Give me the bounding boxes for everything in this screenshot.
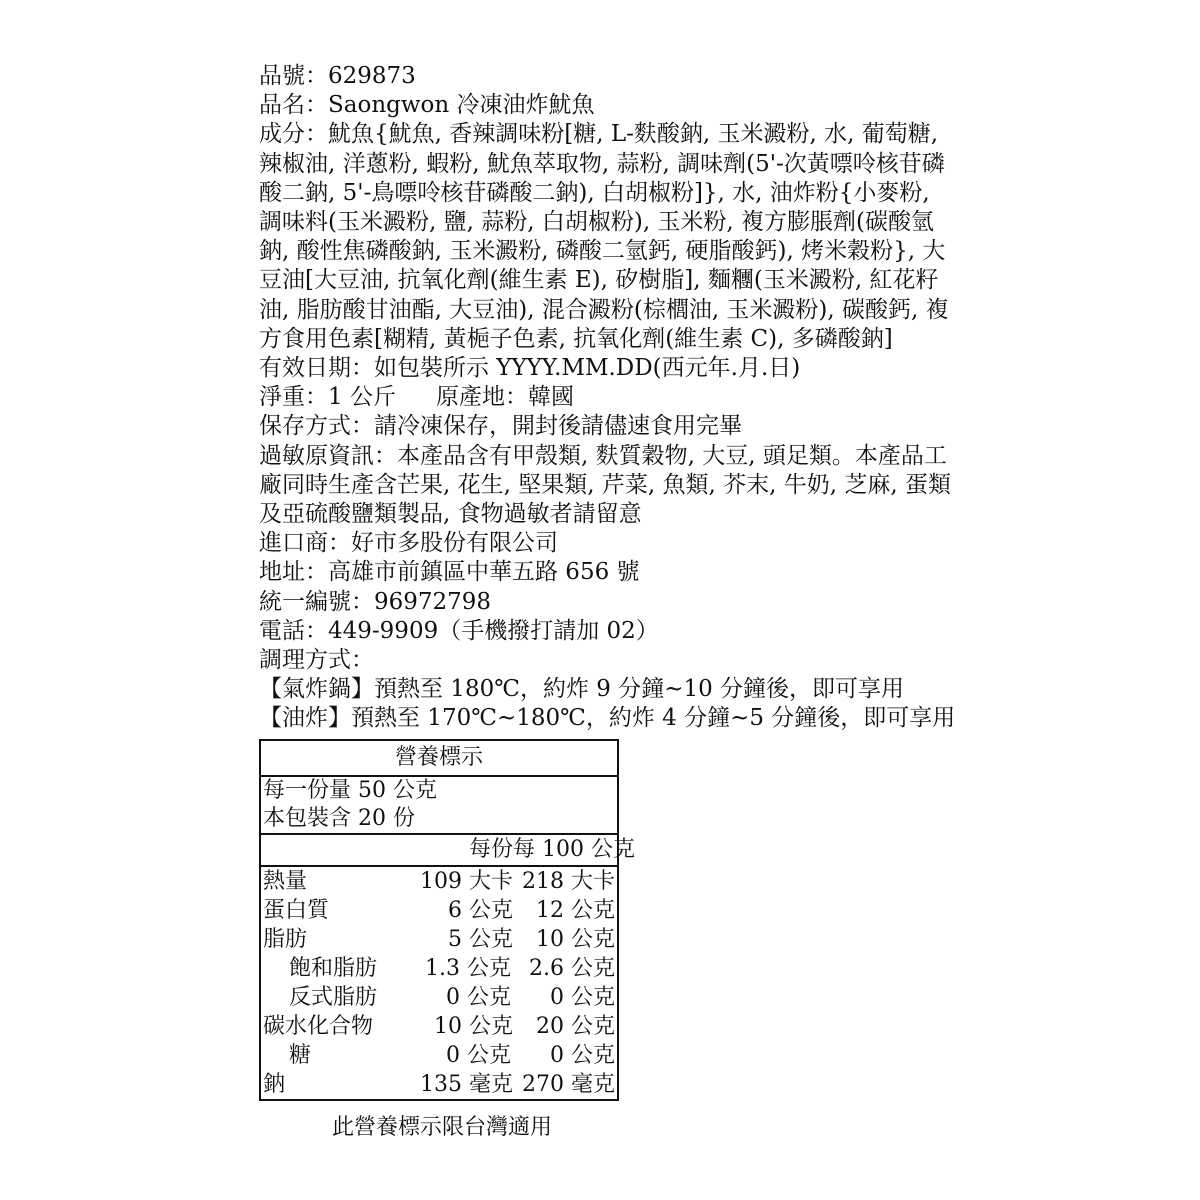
serving-size: 每一份量 50 公克	[263, 778, 437, 803]
nutrition-facts-table	[259, 739, 635, 1101]
nutrient-name: 鈉	[263, 1072, 286, 1097]
item-number: 品號：629873	[259, 63, 416, 89]
nutrition-row-carbohydrate	[261, 1012, 617, 1041]
value-per-serving: 0 公克	[446, 1043, 511, 1068]
nutrition-row-protein	[261, 896, 617, 925]
nutrition-row-sugar	[261, 1041, 617, 1070]
header-per-100g: 每 100 公克	[513, 837, 635, 862]
value-per-serving: 109 大卡	[420, 869, 513, 894]
product-label-text	[259, 62, 959, 734]
nutrition-row-trans-fat	[261, 983, 617, 1012]
weight-origin-line	[259, 383, 959, 412]
value-per-100g: 20 公克	[536, 1014, 615, 1039]
nutrient-name: 反式脂肪	[289, 985, 378, 1010]
value-per-100g: 2.6 公克	[529, 956, 615, 981]
nutrition-row-sodium	[261, 1070, 617, 1099]
header-blank	[261, 835, 413, 865]
value-per-serving: 10 公克	[434, 1014, 513, 1039]
servings-per-package: 本包裝含 20 份	[261, 805, 617, 835]
value-per-100g: 12 公克	[536, 898, 615, 923]
nutrient-name: 脂肪	[263, 927, 308, 952]
value-per-100g: 270 毫克	[522, 1072, 615, 1097]
allergen-info: 過敏原資訊：本產品含有甲殼類, 麩質穀物, 大豆, 頭足類。本產品工廠同時生產含芒果, 花生, 堅果類, 芹菜, 魚類, 芥末, 牛奶, 芝麻, 蛋類及亞硫酸鹽類製品, 食物過敏者請留意	[259, 442, 951, 528]
address: 地址：高雄市前鎮區中華五路 656 號	[259, 559, 640, 586]
header-per-serving: 每份	[468, 837, 513, 862]
cooking-oil-fry: 【油炸】預熱至 170℃~180℃，約炸 4 分鐘~5 分鐘後，即可享用	[259, 705, 956, 732]
value-per-100g: 10 公克	[536, 927, 615, 952]
value-per-100g: 0 公克	[550, 1043, 615, 1068]
value-per-serving: 0 公克	[446, 985, 511, 1010]
nutrition-title: 營養標示	[261, 741, 617, 777]
value-per-serving: 135 毫克	[420, 1072, 513, 1097]
cooking-air-fryer: 【氣炸鍋】預熱至 180℃，約炸 9 分鐘~10 分鐘後，即可享用	[259, 676, 905, 703]
nutrition-row-saturated-fat	[261, 954, 617, 983]
ingredients: 成分：魷魚{魷魚, 香辣調味粉[糖, L-麩酸鈉, 玉米澱粉, 水, 葡萄糖, 辣椒油, 洋蔥粉, 蝦粉, 魷魚萃取物, 蒜粉, 調味劑(5'-次黃嘌呤核苷磷酸二鈉, 5'-鳥嘌呤核苷磷酸二鈉), 白胡椒粉]}, 水, 油炸粉{小麥粉, 調味料(玉米澱粉, 鹽, 蒜粉, 白胡椒粉), 玉米粉, 複方膨脹劑(碳酸氫鈉, 酸性焦磷酸鈉, 玉米澱粉, 磷酸二氫鈣, 硬脂酸鈣), 烤米穀粉}, 大豆油[大豆油, 抗氧化劑(維生素 E), 矽樹脂], 麵糰(玉米澱粉, 紅花籽油, 脂肪酸甘油酯, 大豆油), 混合澱粉(棕櫚油, 玉米澱粉), 碳酸鈣, 複方食用色素[糊精, 黃梔子色素, 抗氧化劑(維生素 C), 多磷酸鈉]	[259, 121, 949, 352]
nutrition-column-header	[261, 835, 635, 867]
nutrition-row-energy	[261, 867, 617, 896]
nutrition-footnote: 此營養標示限台灣適用	[332, 1115, 553, 1140]
nutrient-name: 飽和脂肪	[289, 956, 378, 981]
cooking-title: 調理方式：	[259, 647, 374, 674]
value-per-serving: 1.3 公克	[425, 956, 511, 981]
origin: 原產地：韓國	[435, 384, 574, 411]
expiry-date: 有效日期：如包裝所示 YYYY.MM.DD(西元年.月.日)	[259, 355, 801, 382]
value-per-100g: 218 大卡	[522, 869, 615, 894]
product-name: 品名：Saongwon 冷凍油炸魷魚	[259, 92, 595, 119]
value-per-serving: 5 公克	[448, 927, 513, 952]
nutrient-name: 碳水化合物	[263, 1014, 374, 1039]
tax-id: 統一編號：96972798	[259, 588, 492, 615]
nutrient-name: 熱量	[263, 869, 308, 894]
value-per-serving: 6 公克	[448, 898, 513, 923]
nutrient-name: 糖	[289, 1043, 312, 1068]
nutrition-row-fat	[261, 925, 617, 954]
importer: 進口商：好市多股份有限公司	[259, 530, 558, 557]
phone: 電話：449-9909（手機撥打請加 02）	[259, 617, 659, 644]
net-weight: 淨重：1 公斤	[259, 384, 396, 411]
storage-method: 保存方式：請冷凍保存，開封後請儘速食用完畢	[259, 413, 742, 440]
nutrient-name: 蛋白質	[263, 898, 330, 923]
value-per-100g: 0 公克	[550, 985, 615, 1010]
